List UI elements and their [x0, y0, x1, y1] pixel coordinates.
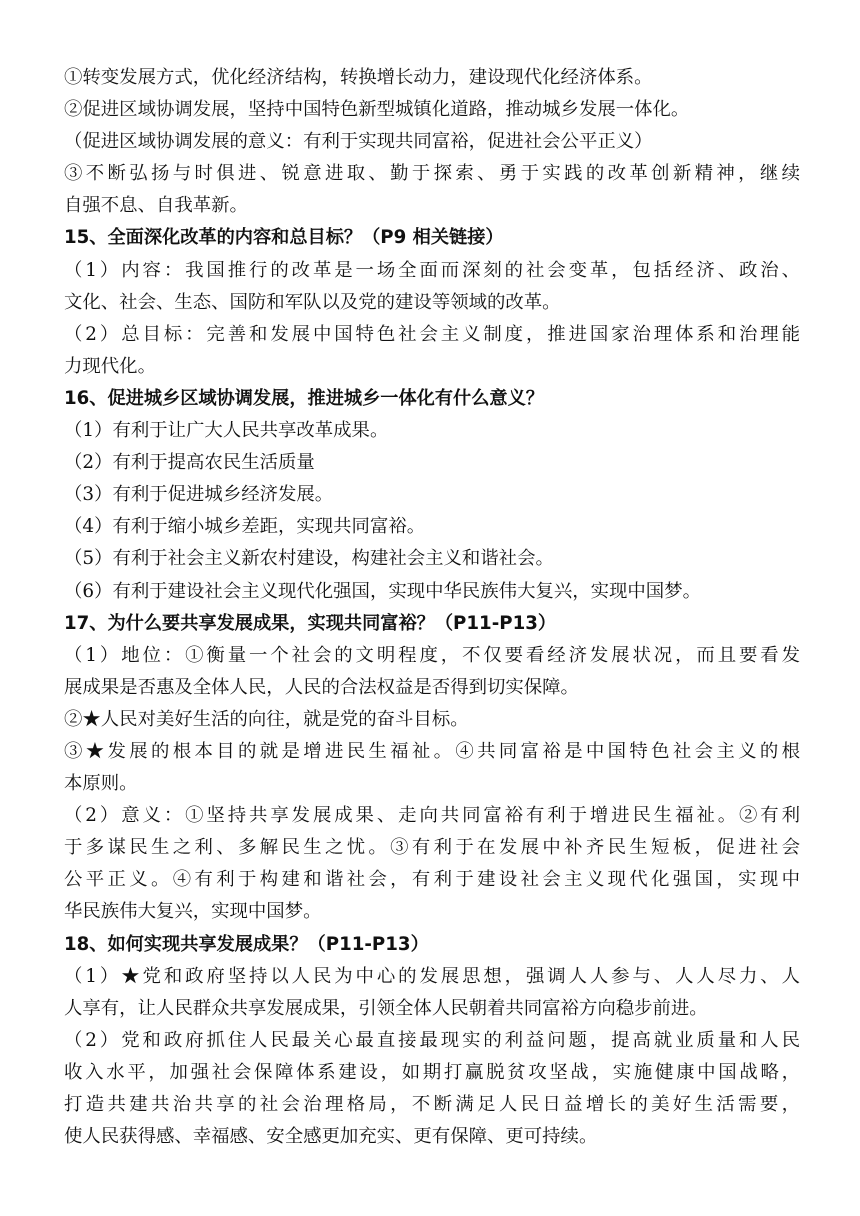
body-text-line: ①转变发展方式，优化经济结构，转换增长动力，建设现代化经济体系。	[64, 67, 653, 88]
body-text-line: ②★人民对美好生活的向往，就是党的奋斗目标。	[64, 708, 469, 730]
body-text-line: 力现代化。	[64, 355, 156, 377]
body-text-line: 人享有，让人民群众共享发展成果，引领全体人民朝着共同富裕方向稳步前进。	[64, 997, 708, 1019]
body-text-line: 打造共建共治共享的社会治理格局，不断满足人民日益增长的美好生活需要，	[64, 1094, 800, 1115]
body-text-line: （促进区域协调发展的意义：有利于实现共同富裕，促进社会公平正义）	[64, 131, 653, 153]
body-text-line: 收入水平，加强社会保障体系建设，如期打赢脱贫攻坚战，实施健康中国战略，	[64, 1061, 800, 1083]
body-text-line: 展成果是否惠及全体人民，人民的合法权益是否得到切实保障。	[64, 676, 579, 698]
body-text-line: （1）内容：我国推行的改革是一场全面而深刻的社会变革，包括经济、政治、	[64, 259, 800, 281]
body-text-line: 文化、社会、生态、国防和军队以及党的建设等领域的改革。	[64, 291, 561, 313]
body-text-line: （1）地位：①衡量一个社会的文明程度，不仅要看经济发展状况，而且要看发	[64, 644, 800, 666]
body-text-line: （3）有利于促进城乡经济发展。	[64, 484, 334, 506]
body-text-line: （2）总目标：完善和发展中国特色社会主义制度，推进国家治理体系和治理能	[64, 323, 800, 345]
body-text-line: 使人民获得感、幸福感、安全感更加充实、更有保障、更可持续。	[64, 1126, 598, 1148]
body-text-line: ②促进区域协调发展，坚持中国特色新型城镇化道路，推动城乡发展一体化。	[64, 99, 690, 121]
section-heading: 17、为什么要共享发展成果，实现共同富裕？（P11-P13）	[64, 612, 557, 634]
body-text-line: （6）有利于建设社会主义现代化强国，实现中华民族伟大复兴，实现中国梦。	[64, 580, 701, 602]
body-text-line: 本原则。	[64, 773, 138, 795]
section-heading: 15、全面深化改革的内容和总目标？（P9 相关链接）	[64, 227, 504, 249]
body-text-line: 公平正义。④有利于构建和谐社会，有利于建设社会主义现代化强国，实现中	[64, 869, 800, 891]
body-text-line: （2）党和政府抓住人民最关心最直接最现实的利益问题，提高就业质量和人民	[64, 1029, 800, 1051]
section-heading: 16、促进城乡区域协调发展，推进城乡一体化有什么意义？	[64, 387, 544, 409]
body-text-line: （2）有利于提高农民生活质量	[64, 452, 315, 474]
body-text-line: ③★发展的根本目的就是增进民生福祉。④共同富裕是中国特色社会主义的根	[64, 740, 800, 762]
body-text-line: （2）意义：①坚持共享发展成果、走向共同富裕有利于增进民生福祉。②有利	[64, 805, 800, 827]
section-heading: 18、如何实现共享发展成果？（P11-P13）	[64, 933, 429, 955]
body-text-line: 自强不息、自我革新。	[64, 195, 248, 217]
body-text-line: 华民族伟大复兴，实现中国梦。	[64, 901, 322, 923]
body-text-line: （5）有利于社会主义新农村建设，构建社会主义和谐社会。	[64, 548, 554, 570]
body-text-line: （4）有利于缩小城乡差距，实现共同富裕。	[64, 516, 426, 538]
body-text-line: ③不断弘扬与时俱进、锐意进取、勤于探索、勇于实践的改革创新精神，继续	[64, 163, 800, 185]
body-text-line: （1）★党和政府坚持以人民为中心的发展思想，强调人人参与、人人尽力、人	[64, 965, 800, 987]
document-page	[64, 62, 800, 1153]
body-text-line: 于多谋民生之利、多解民生之忧。③有利于在发展中补齐民生短板，促进社会	[64, 837, 800, 859]
body-text-line: （1）有利于让广大人民共享改革成果。	[64, 420, 389, 442]
